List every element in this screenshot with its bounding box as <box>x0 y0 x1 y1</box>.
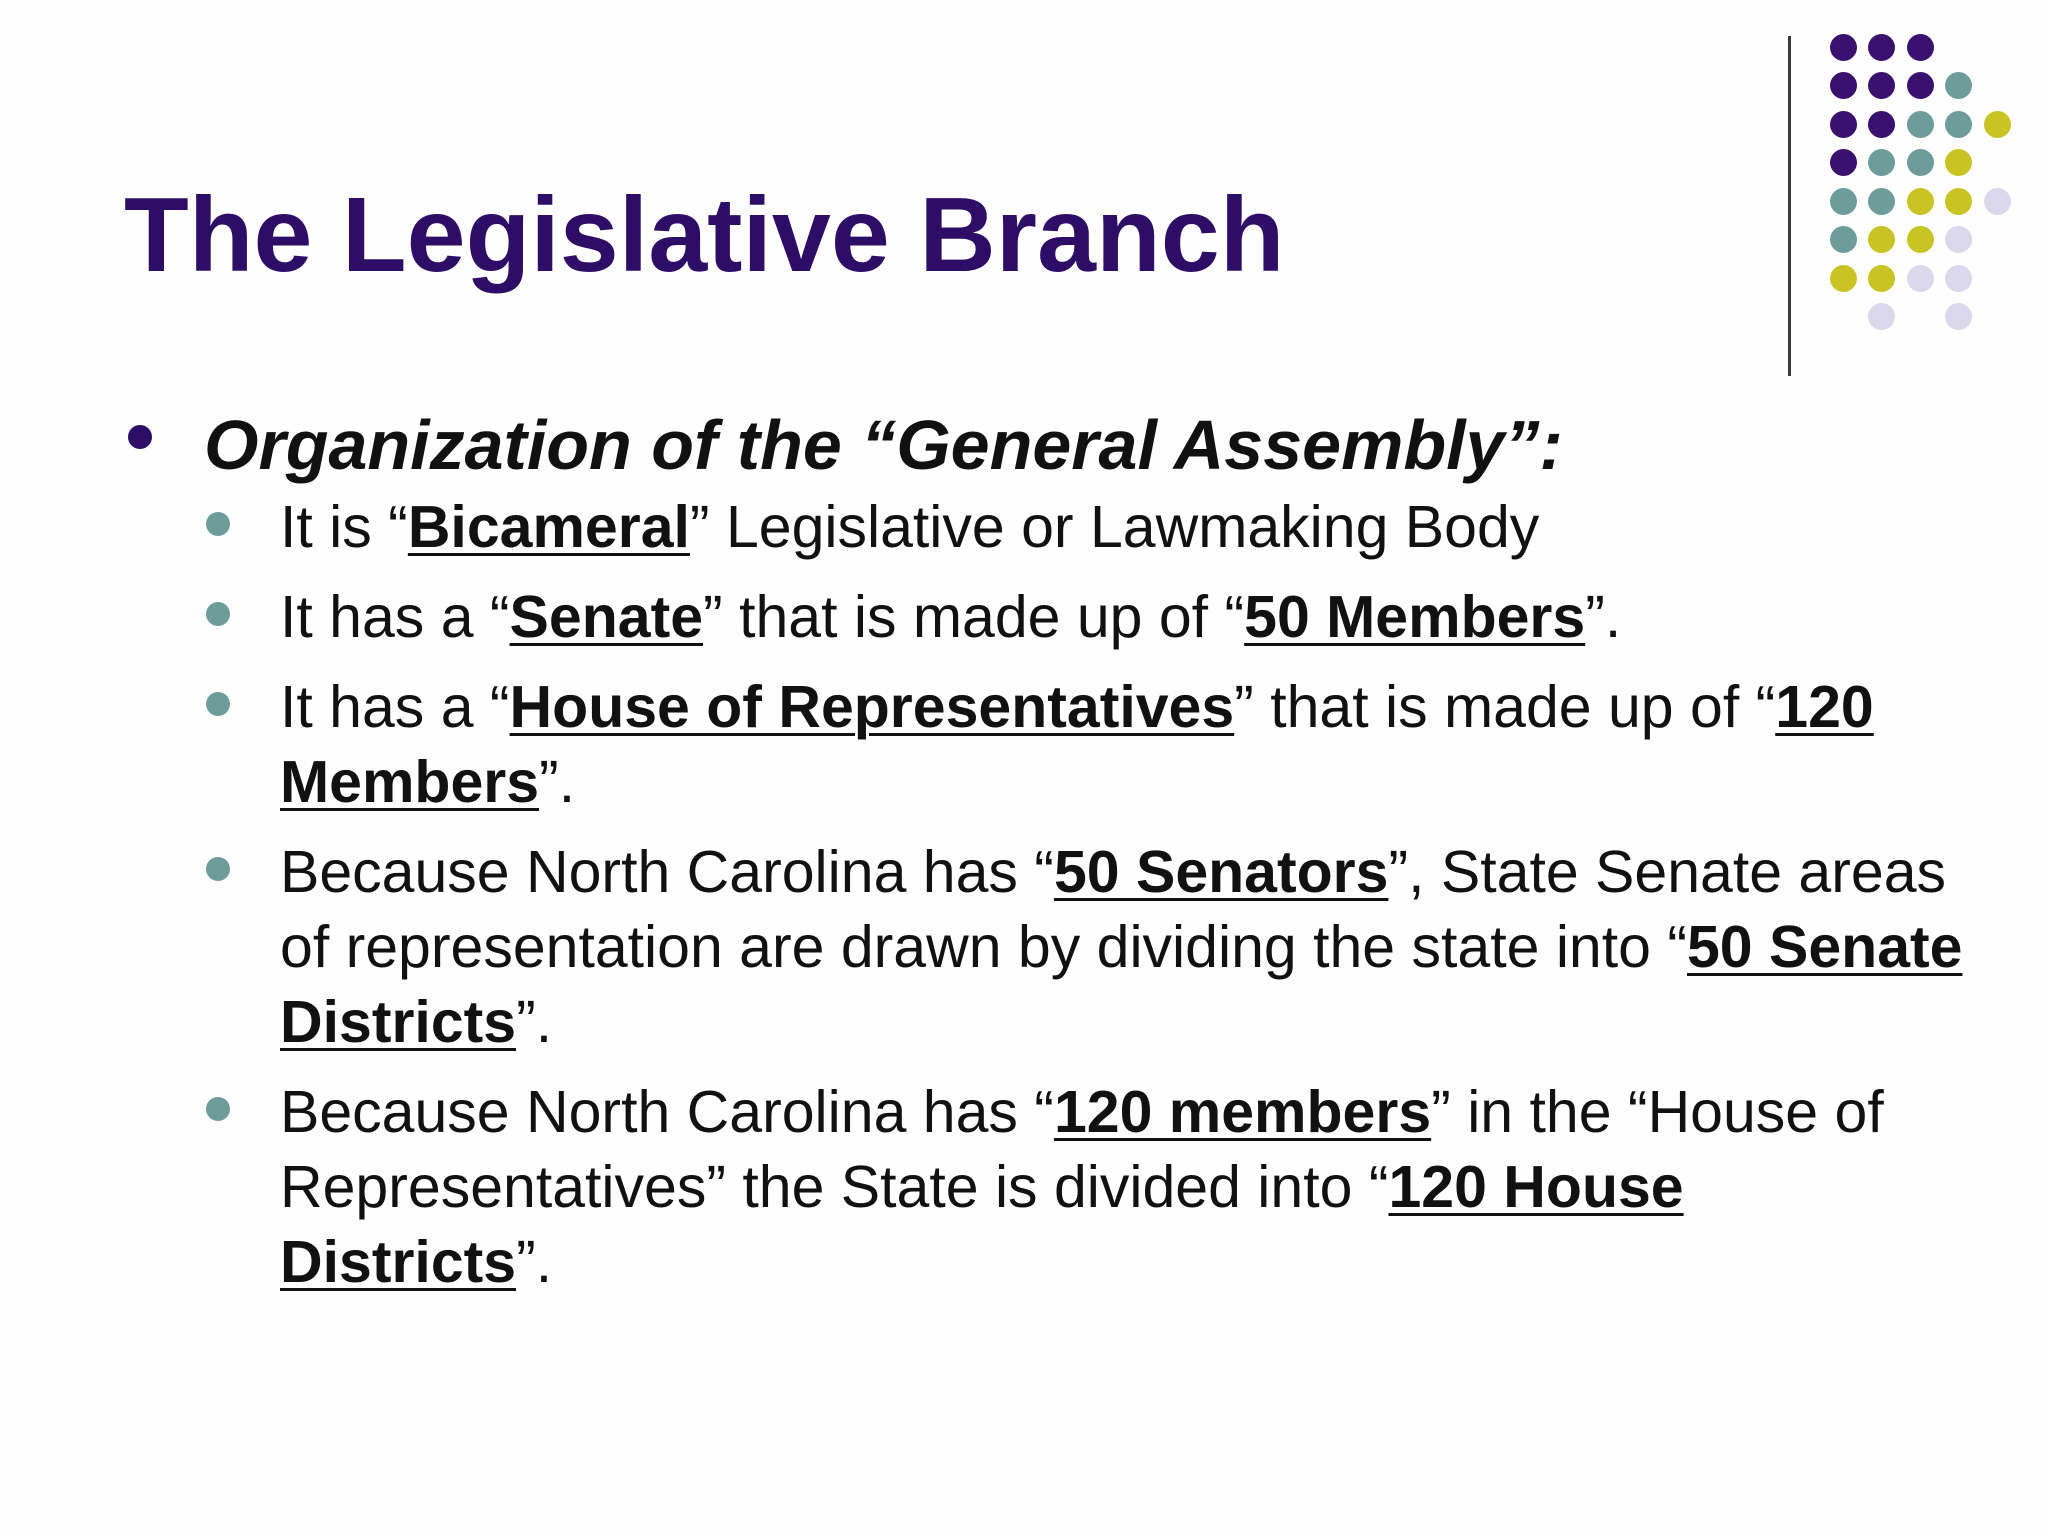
bullet-text: ”. <box>1585 584 1622 650</box>
sub-bullet-item <box>124 490 1964 565</box>
decorative-dot <box>1984 111 2011 138</box>
decorative-dot <box>1945 226 1972 253</box>
decorative-dot <box>1868 188 1895 215</box>
decorative-dot <box>1907 188 1934 215</box>
emphasized-term: 120 House Districts <box>280 1154 1684 1295</box>
emphasized-term: 50 Senate Districts <box>280 914 1963 1055</box>
emphasized-term: 120 members <box>1053 1079 1432 1145</box>
emphasized-term: House of Representatives <box>509 674 1235 740</box>
emphasized-term: 120 Members <box>280 674 1874 815</box>
decorative-dot <box>1868 149 1895 176</box>
bullet-icon <box>206 602 230 626</box>
decorative-dot <box>1945 265 1972 292</box>
sub-bullet-item <box>124 670 1964 820</box>
emphasized-term: Bicameral <box>407 494 690 560</box>
decorative-dot <box>1984 188 2011 215</box>
bullet-icon <box>206 857 230 881</box>
bullet-icon <box>128 425 152 449</box>
decorative-dot <box>1830 149 1857 176</box>
decorative-dot <box>1945 111 1972 138</box>
sub-bullet-item <box>124 835 1964 1060</box>
bullet-icon <box>206 692 230 716</box>
bullet-text: It has a “ <box>280 584 510 650</box>
bullet-text: ”. <box>516 989 553 1055</box>
decorative-dot <box>1830 34 1857 61</box>
slide-body <box>124 400 1964 1300</box>
bullet-text: ” Legislative or Lawmaking Body <box>689 494 1540 560</box>
bullet-text: Because North Carolina has “ <box>280 839 1054 905</box>
decorative-dot <box>1868 265 1895 292</box>
decorative-dot <box>1907 149 1934 176</box>
decorative-dot <box>1907 111 1934 138</box>
decorative-dot <box>1830 111 1857 138</box>
bullet-text: ”. <box>539 749 576 815</box>
decorative-dot <box>1945 149 1972 176</box>
bullet-text: ” in the “House of Representatives” the State is divided into “ <box>280 1079 1884 1220</box>
decorative-dot <box>1907 265 1934 292</box>
decorative-dot <box>1868 72 1895 99</box>
main-bullet <box>124 400 1964 490</box>
emphasized-term: 50 Members <box>1244 584 1586 650</box>
emphasized-term: Senate <box>509 584 704 650</box>
sub-bullet-item <box>124 1075 1964 1300</box>
slide-title: The Legislative Branch <box>124 176 1285 294</box>
bullet-text: ” that is made up of “ <box>703 584 1245 650</box>
decorative-dot <box>1868 111 1895 138</box>
decorative-dot <box>1907 226 1934 253</box>
bullet-text: It has a “ <box>280 674 510 740</box>
decorative-dot <box>1868 226 1895 253</box>
sub-bullet-item <box>124 580 1964 655</box>
decorative-dot <box>1907 72 1934 99</box>
decorative-dot <box>1945 72 1972 99</box>
bullet-text: Because North Carolina has “ <box>280 1079 1054 1145</box>
decorative-dot <box>1830 265 1857 292</box>
decorative-dot <box>1907 34 1934 61</box>
bullet-text: ” that is made up of “ <box>1234 674 1776 740</box>
main-bullet-text: Organization of the “General Assembly”: <box>204 406 1563 484</box>
bullet-text: ”, State Senate areas of representation are drawn by dividing the state into “ <box>280 839 1947 980</box>
decorative-dot <box>1830 72 1857 99</box>
bullet-text: It is “ <box>280 494 408 560</box>
emphasized-term: 50 Senators <box>1053 839 1389 905</box>
bullet-text: ”. <box>516 1229 553 1295</box>
decorative-dot <box>1830 226 1857 253</box>
decorative-dot <box>1830 188 1857 215</box>
decorative-dot <box>1868 34 1895 61</box>
bullet-icon <box>206 1097 230 1121</box>
divider-line <box>1788 36 1791 376</box>
decorative-dot <box>1868 303 1895 330</box>
decorative-dot <box>1945 303 1972 330</box>
bullet-icon <box>206 512 230 536</box>
decorative-dot <box>1945 188 1972 215</box>
sub-bullet-list <box>124 490 1964 1300</box>
